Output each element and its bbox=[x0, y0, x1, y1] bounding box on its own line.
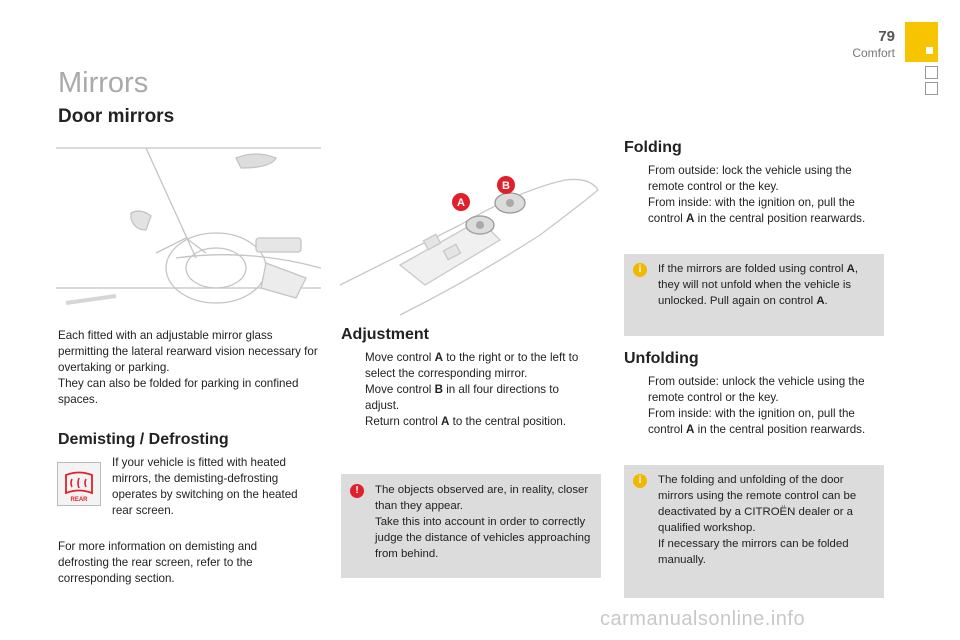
mirror-control-illustration bbox=[340, 165, 602, 320]
rear-screen-demist-icon bbox=[57, 462, 101, 506]
demisting-heading: Demisting / Defrosting bbox=[58, 431, 229, 448]
description-paragraph: They can also be folded for parking in confined spaces. bbox=[58, 377, 299, 406]
unfolding-info-note bbox=[624, 465, 884, 598]
warning-note bbox=[341, 474, 601, 578]
warning-text: The objects observed are, in reality, closer than they appear. bbox=[375, 484, 589, 512]
door-mirrors-heading: Door mirrors bbox=[58, 106, 175, 127]
demist-icon-label: REAR bbox=[70, 497, 88, 503]
list-item: From outside: unlock the vehicle using the remote control or the key. bbox=[648, 375, 865, 404]
list-item: From outside: lock the vehicle using the remote control or the key. bbox=[648, 164, 852, 193]
list-item: Return control A to the central position. bbox=[365, 415, 567, 428]
list-item: From inside: with the ignition on, pull the control A in the central position rearwards. bbox=[648, 196, 866, 225]
list-item: Move control B in all four directions to adjust. bbox=[365, 383, 559, 412]
folding-list bbox=[624, 163, 886, 227]
list-item: Move control A to the right or to the left to select the corresponding mirror. bbox=[365, 351, 579, 380]
demisting-text: If your vehicle is fitted with heated mirrors, the demisting-defrosting operates by switching on the heated rear screen. bbox=[112, 456, 298, 517]
label-a: A bbox=[457, 197, 465, 209]
folding-info-note bbox=[624, 254, 884, 336]
chapter-tab-box bbox=[925, 66, 938, 79]
description-paragraph: Each fitted with an adjustable mirror glass permitting the lateral rearward vision necessary for overtaking or parking. bbox=[58, 329, 318, 374]
folding-info-text: If the mirrors are folded using control A, they will not unfold when the vehicle is unlocked. Pull again on control A. bbox=[658, 263, 859, 307]
unfolding-list bbox=[624, 374, 886, 438]
info-icon: i bbox=[633, 474, 647, 488]
unfolding-info-text: The folding and unfolding of the door mirrors using the remote control can be deactivated by a CITROËN dealer or a qualified workshop. bbox=[658, 474, 857, 534]
adjustment-list bbox=[341, 350, 596, 430]
list-item: From inside: with the ignition on, pull the control A in the central position rearwards. bbox=[648, 407, 866, 436]
warning-icon: ! bbox=[350, 484, 364, 498]
door-mirrors-description bbox=[58, 328, 323, 408]
label-b: B bbox=[502, 180, 510, 192]
demisting-more-info: For more information on demisting and defrosting the rear screen, refer to the corresponding section. bbox=[58, 540, 258, 585]
chapter-tab-box bbox=[925, 82, 938, 95]
watermark: carmanualsonline.info bbox=[600, 608, 806, 630]
warning-text: Take this into account in order to correctly judge the distance of vehicles approaching from behind. bbox=[375, 516, 591, 560]
page-number: 79 bbox=[878, 28, 895, 45]
page-title: Mirrors bbox=[58, 67, 149, 99]
info-icon: i bbox=[633, 263, 647, 277]
adjustment-heading: Adjustment bbox=[341, 326, 429, 343]
unfolding-info-text: If necessary the mirrors can be folded manually. bbox=[658, 538, 849, 566]
chapter-tab-marker bbox=[905, 22, 938, 62]
chapter-name: Comfort bbox=[852, 46, 895, 60]
unfolding-heading: Unfolding bbox=[624, 350, 699, 367]
folding-heading: Folding bbox=[624, 139, 682, 156]
dashboard-illustration bbox=[56, 138, 321, 320]
